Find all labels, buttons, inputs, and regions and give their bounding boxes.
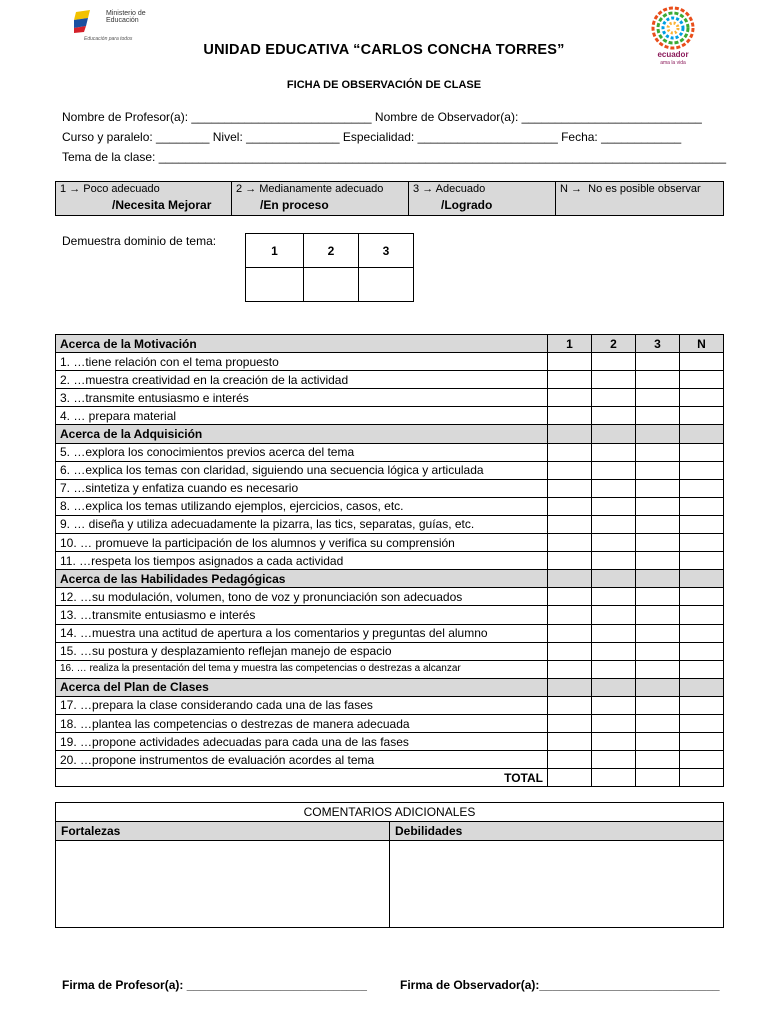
scale-item: 1 → Poco adecuado /Necesita Mejorar — [56, 182, 232, 216]
criterion-label: 10. … promueve la participación de los alumnos y verifica su comprensión — [56, 534, 548, 552]
rating-cell[interactable] — [592, 534, 636, 552]
rating-cell[interactable] — [548, 443, 592, 461]
rating-cell[interactable] — [680, 497, 724, 515]
ministry-name: Ministerio de Educación — [106, 10, 146, 24]
table-row — [56, 353, 724, 371]
rating-cell[interactable] — [636, 714, 680, 732]
table-row — [56, 696, 724, 714]
table-row — [56, 407, 724, 425]
rating-cell[interactable] — [680, 479, 724, 497]
rating-cell[interactable] — [592, 642, 636, 660]
table-row — [56, 606, 724, 624]
rating-cell[interactable] — [548, 588, 592, 606]
rating-cell[interactable] — [680, 714, 724, 732]
arrow-right-icon: → — [245, 183, 257, 195]
criterion-label: 14. …muestra una actitud de apertura a los comentarios y preguntas del alumno — [56, 624, 548, 642]
rating-cell[interactable] — [592, 443, 636, 461]
topic-field[interactable]: Tema de la clase: _____________________________________________________________________________________ — [62, 150, 726, 164]
rating-cell[interactable] — [680, 606, 724, 624]
criterion-label: 20. …propone instrumentos de evaluación acordes al tema — [56, 751, 548, 769]
rating-cell[interactable] — [548, 660, 592, 678]
rating-cell[interactable] — [592, 588, 636, 606]
domain-rating-table — [245, 233, 414, 302]
rating-cell[interactable] — [680, 443, 724, 461]
arrow-right-icon: → — [69, 183, 81, 195]
criterion-label: 5. …explora los conocimientos previos acerca del tema — [56, 443, 548, 461]
total-row — [56, 769, 724, 787]
rating-cell[interactable] — [680, 642, 724, 660]
rating-cell[interactable] — [636, 660, 680, 678]
section-header-row — [56, 570, 724, 588]
table-row — [56, 389, 724, 407]
table-row — [56, 552, 724, 570]
criterion-label: 6. …explica los temas con claridad, siguiendo una secuencia lógica y articulada — [56, 461, 548, 479]
school-title: UNIDAD EDUCATIVA “CARLOS CONCHA TORRES” — [203, 42, 565, 58]
comments-title: COMENTARIOS ADICIONALES — [56, 803, 724, 822]
table-row — [56, 733, 724, 751]
rating-cell[interactable] — [636, 552, 680, 570]
rating-cell[interactable] — [592, 479, 636, 497]
section-title: Acerca del Plan de Clases — [56, 678, 548, 696]
rating-cell[interactable] — [680, 588, 724, 606]
rating-cell[interactable] — [680, 624, 724, 642]
section-blank-cell — [680, 425, 724, 443]
rating-cell[interactable] — [636, 371, 680, 389]
rating-cell[interactable] — [548, 534, 592, 552]
rating-cell[interactable] — [548, 497, 592, 515]
section-blank-cell — [680, 678, 724, 696]
strengths-area[interactable] — [56, 841, 390, 928]
rating-cell[interactable] — [680, 733, 724, 751]
rating-cell[interactable] — [636, 751, 680, 769]
section-blank-cell — [592, 678, 636, 696]
table-row — [56, 461, 724, 479]
ecuador-logo-tagline: ama la vida — [660, 60, 686, 66]
rating-cell[interactable] — [592, 733, 636, 751]
rating-cell[interactable] — [548, 353, 592, 371]
section-blank-cell — [680, 570, 724, 588]
rating-cell[interactable] — [680, 353, 724, 371]
observer-signature[interactable]: Firma de Observador(a):___________________________ — [400, 978, 720, 992]
rating-cell[interactable] — [592, 371, 636, 389]
rating-cell[interactable] — [548, 751, 592, 769]
criterion-label: 4. … prepara material — [56, 407, 548, 425]
rating-cell[interactable] — [592, 714, 636, 732]
rating-cell[interactable] — [548, 552, 592, 570]
ministry-tagline: Educación para todos — [84, 36, 133, 42]
ecuador-logo — [648, 6, 698, 68]
rating-cell[interactable] — [548, 461, 592, 479]
column-header: 1 — [548, 335, 592, 353]
rating-cell[interactable] — [548, 714, 592, 732]
section-header-row — [56, 425, 724, 443]
domain-col-1: 1 — [246, 234, 304, 268]
rating-cell[interactable] — [548, 733, 592, 751]
section-blank-cell — [636, 570, 680, 588]
teacher-observer-field[interactable]: Nombre de Profesor(a): ___________________________ Nombre de Observador(a): ___________________________ — [62, 110, 702, 124]
criterion-label: 11. …respeta los tiempos asignados a cada actividad — [56, 552, 548, 570]
arrow-right-icon: → — [422, 183, 434, 195]
section-title: Acerca de las Habilidades Pedagógicas — [56, 570, 548, 588]
rating-cell[interactable] — [680, 371, 724, 389]
criterion-label: 18. …plantea las competencias o destrezas de manera adecuada — [56, 714, 548, 732]
ministry-logo — [74, 6, 154, 40]
section-blank-cell — [592, 570, 636, 588]
rating-cell[interactable] — [636, 696, 680, 714]
table-row — [56, 660, 724, 678]
table-row — [56, 443, 724, 461]
scale-item: 3 → Adecuado /Logrado — [409, 182, 556, 216]
rating-cell[interactable] — [636, 534, 680, 552]
table-row — [56, 515, 724, 533]
rating-cell[interactable] — [548, 371, 592, 389]
rating-cell[interactable] — [592, 515, 636, 533]
total-cell[interactable] — [548, 769, 592, 787]
rating-cell[interactable] — [592, 606, 636, 624]
rating-cell[interactable] — [548, 515, 592, 533]
criterion-label: 19. …propone actividades adecuadas para cada una de las fases — [56, 733, 548, 751]
section-blank-cell — [548, 425, 592, 443]
weaknesses-header: Debilidades — [390, 822, 724, 841]
rating-cell[interactable] — [680, 461, 724, 479]
rating-cell[interactable] — [636, 461, 680, 479]
rating-cell[interactable] — [592, 353, 636, 371]
ministry-flag-icon — [74, 8, 102, 34]
criterion-label: 17. …prepara la clase considerando cada una de las fases — [56, 696, 548, 714]
criterion-label: 15. …su postura y desplazamiento reflejan manejo de espacio — [56, 642, 548, 660]
column-header: 3 — [636, 335, 680, 353]
rating-scale-legend — [55, 181, 724, 216]
rating-cell[interactable] — [680, 407, 724, 425]
domain-cell-1[interactable] — [246, 268, 304, 302]
rating-cell[interactable] — [548, 642, 592, 660]
section-blank-cell — [636, 678, 680, 696]
rating-cell[interactable] — [592, 407, 636, 425]
total-cell[interactable] — [680, 769, 724, 787]
table-row — [56, 371, 724, 389]
rating-cell[interactable] — [636, 515, 680, 533]
rating-cell[interactable] — [592, 751, 636, 769]
rating-cell[interactable] — [680, 751, 724, 769]
rating-cell[interactable] — [636, 588, 680, 606]
domain-cell-3[interactable] — [359, 268, 414, 302]
table-row — [56, 497, 724, 515]
rating-cell[interactable] — [636, 642, 680, 660]
rating-cell[interactable] — [592, 696, 636, 714]
rating-cell[interactable] — [680, 660, 724, 678]
rating-cell[interactable] — [548, 389, 592, 407]
course-level-field[interactable]: Curso y paralelo: ________ Nivel: ______________ Especialidad: _____________________ Fecha: ____________ — [62, 130, 682, 144]
criterion-label: 7. …sintetiza y enfatiza cuando es necesario — [56, 479, 548, 497]
criterion-label: 8. …explica los temas utilizando ejemplos, ejercicios, casos, etc. — [56, 497, 548, 515]
table-row — [56, 479, 724, 497]
criterion-label: 12. …su modulación, volumen, tono de voz y pronunciación son adecuados — [56, 588, 548, 606]
rating-cell[interactable] — [592, 660, 636, 678]
section-blank-cell — [548, 678, 592, 696]
criterion-label: 3. …transmite entusiasmo e interés — [56, 389, 548, 407]
table-row — [56, 588, 724, 606]
criterion-label: 16. … realiza la presentación del tema y muestra las competencias o destrezas a alcanzar — [56, 660, 548, 678]
strengths-header: Fortalezas — [56, 822, 390, 841]
rating-cell[interactable] — [592, 389, 636, 407]
domain-label: Demuestra dominio de tema: — [62, 234, 217, 248]
rating-cell[interactable] — [636, 479, 680, 497]
table-row — [56, 624, 724, 642]
total-cell[interactable] — [592, 769, 636, 787]
section-blank-cell — [548, 570, 592, 588]
rating-cell[interactable] — [680, 534, 724, 552]
rating-cell[interactable] — [636, 407, 680, 425]
criterion-label: 13. …transmite entusiasmo e interés — [56, 606, 548, 624]
criterion-label: 9. … diseña y utiliza adecuadamente la pizarra, las tics, separatas, guías, etc. — [56, 515, 548, 533]
total-cell[interactable] — [636, 769, 680, 787]
rating-cell[interactable] — [548, 407, 592, 425]
column-header: 2 — [592, 335, 636, 353]
column-header: N — [680, 335, 724, 353]
form-subtitle: FICHA DE OBSERVACIÓN DE CLASE — [286, 79, 482, 91]
scale-item: 2 → Medianamente adecuado /En proceso — [232, 182, 409, 216]
rating-cell[interactable] — [680, 389, 724, 407]
rating-cell[interactable] — [592, 497, 636, 515]
total-label: TOTAL — [56, 769, 548, 787]
section-header-row — [56, 335, 724, 353]
table-row — [56, 642, 724, 660]
table-row — [56, 751, 724, 769]
rating-cell[interactable] — [636, 443, 680, 461]
section-title: Acerca de la Motivación — [56, 335, 548, 353]
rating-cell[interactable] — [636, 497, 680, 515]
arrow-right-icon: → — [571, 183, 583, 195]
rating-cell[interactable] — [636, 624, 680, 642]
comments-table — [55, 802, 724, 928]
weaknesses-area[interactable] — [390, 841, 724, 928]
scale-item: N → No es posible observar — [556, 182, 724, 216]
rating-cell[interactable] — [636, 353, 680, 371]
rating-cell[interactable] — [592, 552, 636, 570]
teacher-signature[interactable]: Firma de Profesor(a): ___________________________ — [62, 978, 367, 992]
domain-col-3: 3 — [359, 234, 414, 268]
rating-cell[interactable] — [548, 624, 592, 642]
section-header-row — [56, 678, 724, 696]
domain-cell-2[interactable] — [304, 268, 359, 302]
ecuador-logo-text: ecuador — [657, 50, 689, 59]
section-blank-cell — [636, 425, 680, 443]
rating-cell[interactable] — [548, 606, 592, 624]
domain-col-2: 2 — [304, 234, 359, 268]
rating-cell[interactable] — [680, 515, 724, 533]
rating-cell[interactable] — [592, 624, 636, 642]
rating-cell[interactable] — [548, 696, 592, 714]
rating-cell[interactable] — [636, 733, 680, 751]
observation-table — [55, 334, 724, 787]
table-row — [56, 714, 724, 732]
rating-cell[interactable] — [636, 389, 680, 407]
rating-cell[interactable] — [680, 696, 724, 714]
section-title: Acerca de la Adquisición — [56, 425, 548, 443]
rating-cell[interactable] — [548, 479, 592, 497]
criterion-label: 2. …muestra creatividad en la creación de la actividad — [56, 371, 548, 389]
table-row — [56, 534, 724, 552]
rating-cell[interactable] — [636, 606, 680, 624]
rating-cell[interactable] — [592, 461, 636, 479]
criterion-label: 1. …tiene relación con el tema propuesto — [56, 353, 548, 371]
section-blank-cell — [592, 425, 636, 443]
rating-cell[interactable] — [680, 552, 724, 570]
